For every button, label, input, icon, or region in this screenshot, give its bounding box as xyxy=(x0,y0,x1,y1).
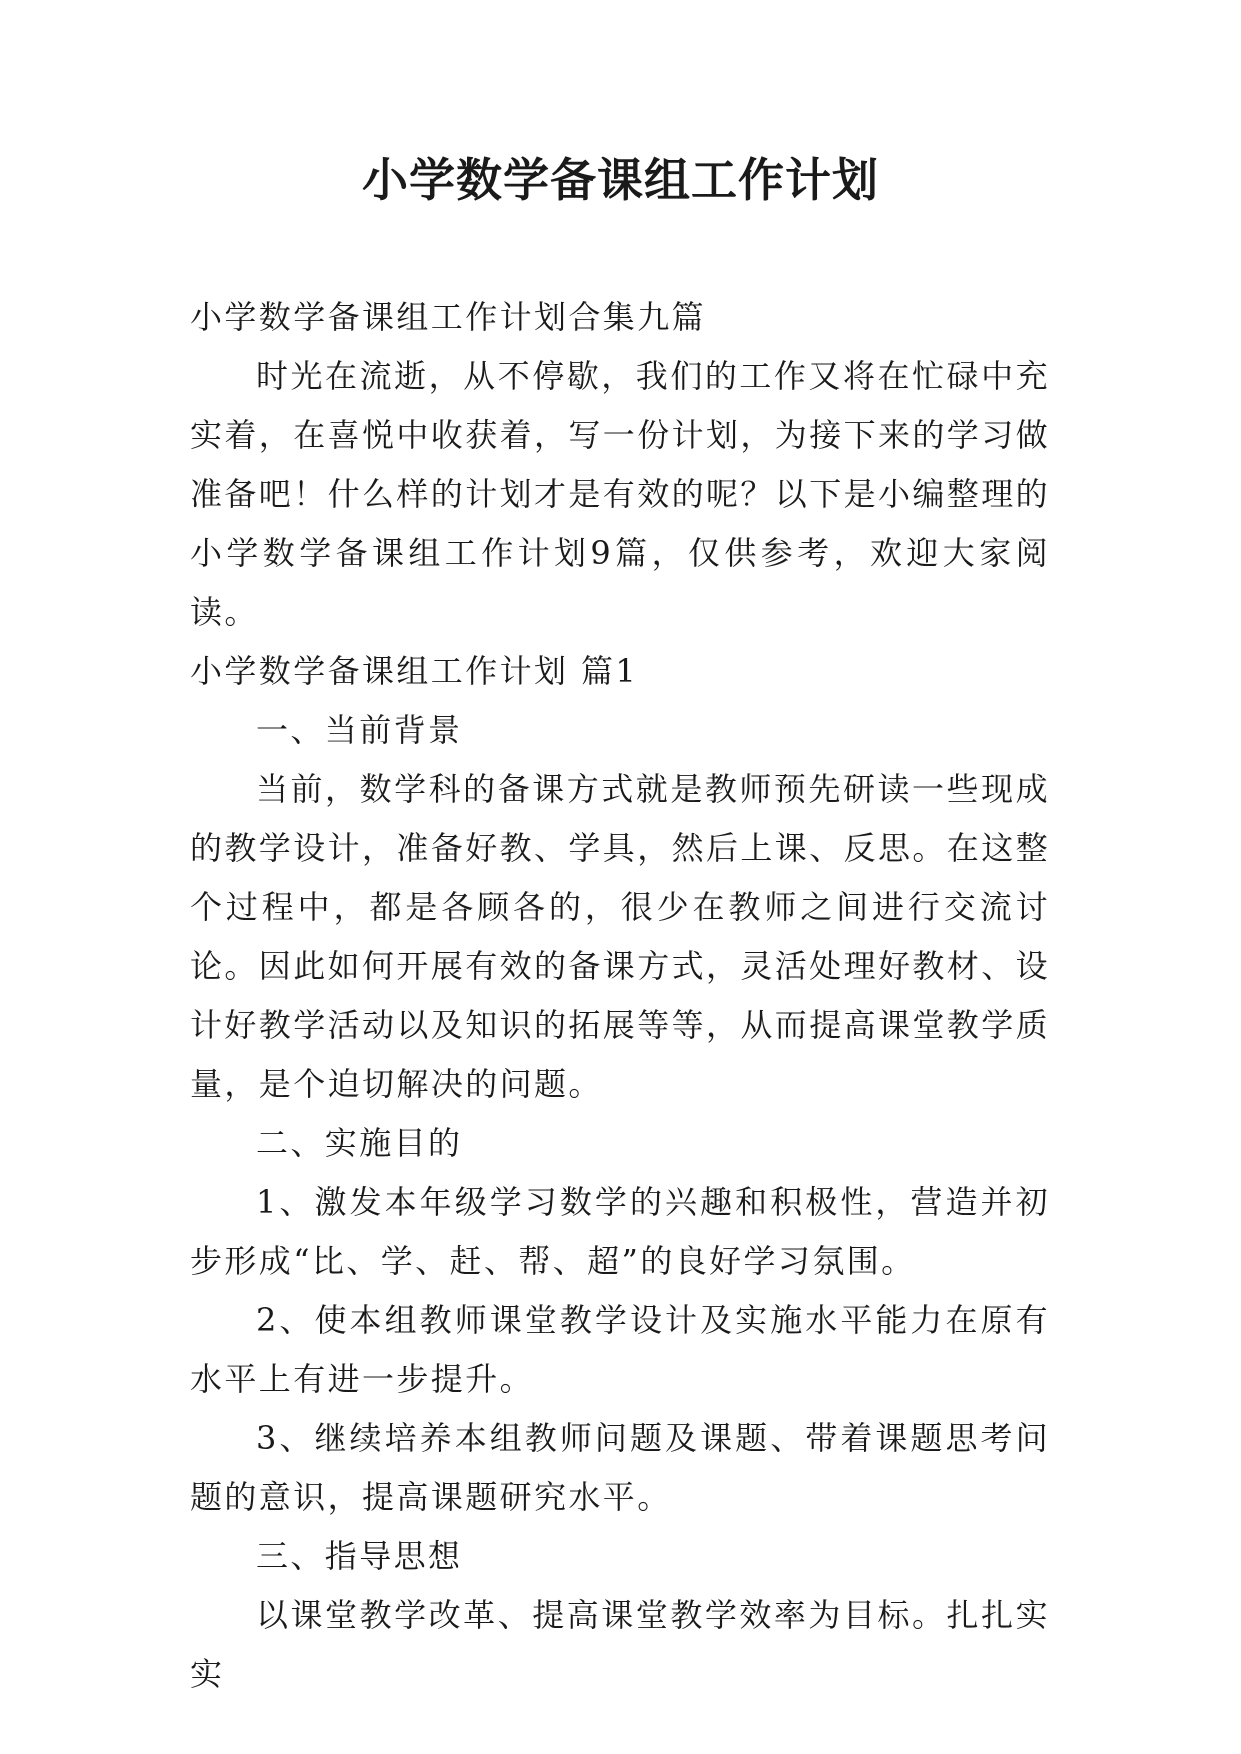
document-title: 小学数学备课组工作计划 xyxy=(362,153,879,207)
paragraph-guiding-ideology: 以课堂教学改革、提高课堂教学效率为目标。扎扎实实 xyxy=(190,1596,1050,1693)
purpose-item-3: 3、继续培养本组教师问题及课题、带着课题思考问题的意识，提高课题研究水平。 xyxy=(190,1419,1050,1516)
heading-background: 一、当前背景 xyxy=(256,711,463,749)
purpose-item-1: 1、激发本年级学习数学的兴趣和积极性，营造并初步形成“比、学、赶、帮、超”的良好学习氛围。 xyxy=(190,1183,1050,1280)
heading-guiding-ideology: 三、指导思想 xyxy=(256,1537,463,1575)
subtitle-line: 小学数学备课组工作计划合集九篇 xyxy=(190,298,707,336)
paragraph-background: 当前，数学科的备课方式就是教师预先研读一些现成的教学设计，准备好教、学具，然后上课、反思。在这整个过程中，都是各顾各的，很少在教师之间进行交流讨论。因此如何开展有效的备课方式，灵活处理好教材、设计好教学活动以及知识的拓展等等，从而提高课堂教学质量，是个迫切解决的问题。 xyxy=(190,770,1051,1103)
heading-purpose: 二、实施目的 xyxy=(256,1124,463,1162)
document-body xyxy=(190,288,1050,1704)
intro-paragraph: 时光在流逝，从不停歇，我们的工作又将在忙碌中充实着，在喜悦中收获着，写一份计划，为接下来的学习做准备吧！什么样的计划才是有效的呢？以下是小编整理的小学数学备课组工作计划9篇，仅供参考，欢迎大家阅读。 xyxy=(190,357,1051,631)
section-heading-plan-1: 小学数学备课组工作计划 篇1 xyxy=(190,652,639,690)
purpose-item-2: 2、使本组教师课堂教学设计及实施水平能力在原有水平上有进一步提升。 xyxy=(190,1301,1050,1398)
